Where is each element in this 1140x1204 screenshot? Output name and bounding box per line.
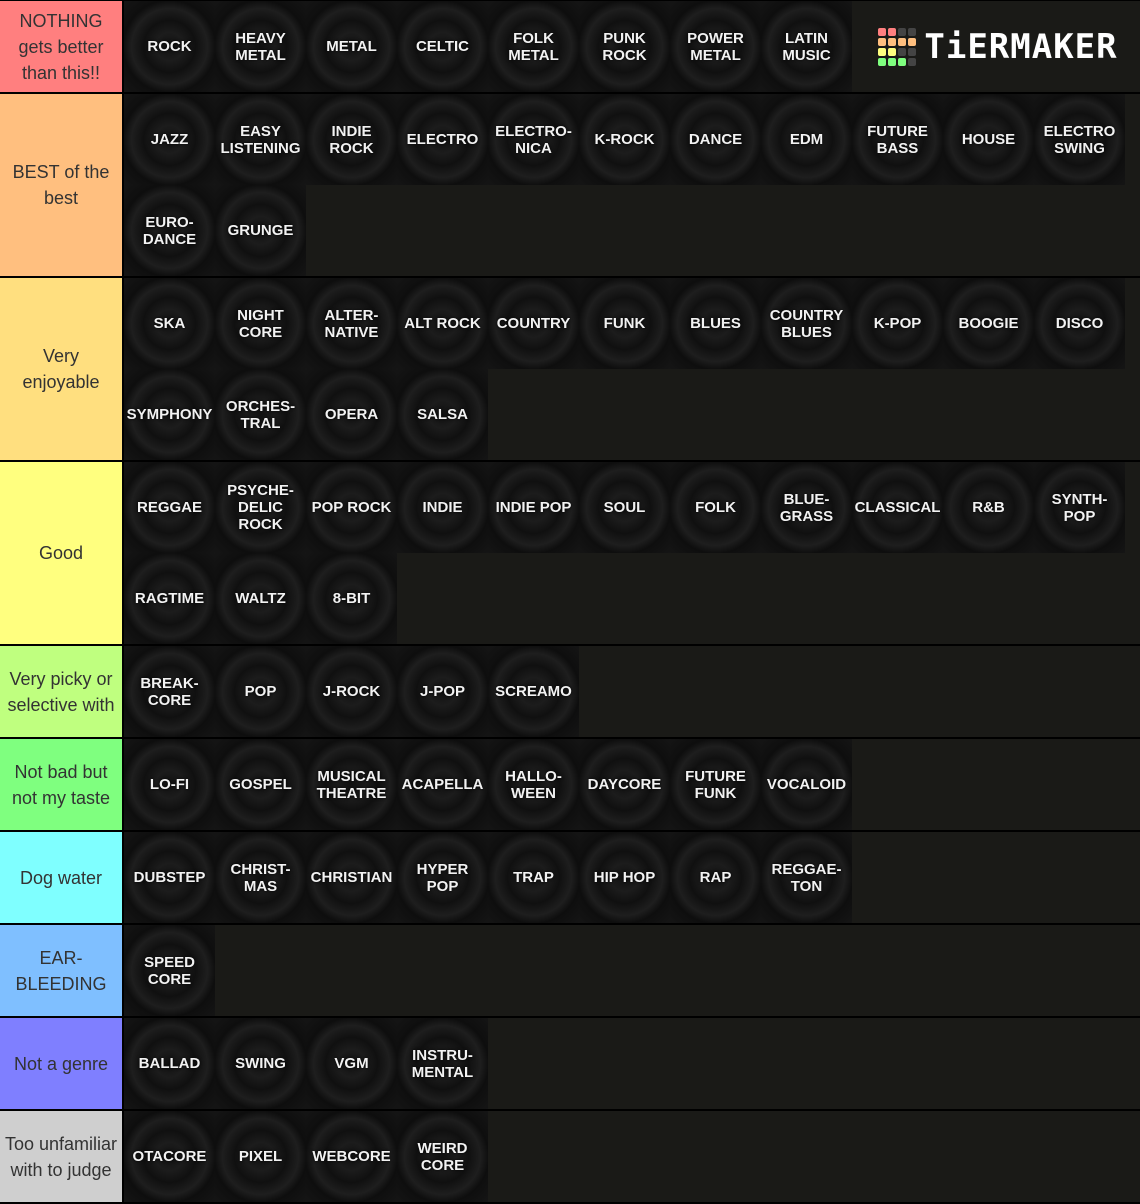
tier-item[interactable]: INDIE POP <box>488 462 579 553</box>
tier-item[interactable]: K-POP <box>852 278 943 369</box>
tier-item[interactable]: BLUE- GRASS <box>761 462 852 553</box>
tier-item[interactable]: ALTER- NATIVE <box>306 278 397 369</box>
tier-item[interactable]: LATIN MUSIC <box>761 1 852 92</box>
tier-item[interactable]: POP ROCK <box>306 462 397 553</box>
tier-items <box>124 832 1140 923</box>
tier-label[interactable]: Good <box>0 462 124 644</box>
tier-item[interactable]: CLASSICAL <box>852 462 943 553</box>
tier-item[interactable]: VOCALOID <box>761 739 852 830</box>
tier-item[interactable]: INDIE <box>397 462 488 553</box>
tier-item[interactable]: INSTRU- MENTAL <box>397 1018 488 1109</box>
tier-item[interactable]: ALT ROCK <box>397 278 488 369</box>
logo-text: TiERMAKER <box>924 26 1118 67</box>
tier-item[interactable]: ROCK <box>124 1 215 92</box>
tier-label[interactable]: Not a genre <box>0 1018 124 1109</box>
tier-item[interactable]: PIXEL <box>215 1111 306 1202</box>
tier-row <box>0 646 1140 739</box>
tier-item[interactable]: EDM <box>761 94 852 185</box>
tier-item[interactable]: CHRISTIAN <box>306 832 397 923</box>
tier-item[interactable]: DANCE <box>670 94 761 185</box>
tier-item[interactable]: FOLK METAL <box>488 1 579 92</box>
tier-item[interactable]: TRAP <box>488 832 579 923</box>
tier-row <box>0 1018 1140 1111</box>
tier-row <box>0 0 1140 94</box>
tier-item[interactable]: EURO- DANCE <box>124 185 215 276</box>
tier-item[interactable]: SCREAMO <box>488 646 579 737</box>
tier-items <box>124 1018 1140 1109</box>
tier-item[interactable]: LO-FI <box>124 739 215 830</box>
tier-item[interactable]: SPEED CORE <box>124 925 215 1016</box>
tier-row <box>0 462 1140 646</box>
tier-item[interactable]: FUTURE BASS <box>852 94 943 185</box>
tier-item[interactable]: ELECTRO- NICA <box>488 94 579 185</box>
tier-item[interactable]: POP <box>215 646 306 737</box>
tier-item[interactable]: SYMPHONY <box>124 369 215 460</box>
tier-item[interactable]: DUBSTEP <box>124 832 215 923</box>
tier-item[interactable]: HALLO- WEEN <box>488 739 579 830</box>
tier-item[interactable]: SALSA <box>397 369 488 460</box>
tier-item[interactable]: COUNTRY <box>488 278 579 369</box>
tier-items <box>124 278 1140 460</box>
tier-items <box>124 462 1140 644</box>
tier-item[interactable]: OTACORE <box>124 1111 215 1202</box>
tier-item[interactable]: JAZZ <box>124 94 215 185</box>
tier-item[interactable]: RAP <box>670 832 761 923</box>
tier-item[interactable]: NIGHT CORE <box>215 278 306 369</box>
tier-item[interactable]: HYPER POP <box>397 832 488 923</box>
tier-item[interactable]: WEIRD CORE <box>397 1111 488 1202</box>
tier-item[interactable]: COUNTRY BLUES <box>761 278 852 369</box>
tier-label[interactable]: BEST of the best <box>0 94 124 276</box>
tier-item[interactable]: BALLAD <box>124 1018 215 1109</box>
tier-item[interactable]: BLUES <box>670 278 761 369</box>
tier-item[interactable]: GOSPEL <box>215 739 306 830</box>
tier-label[interactable]: Very enjoyable <box>0 278 124 460</box>
tier-row <box>0 1111 1140 1204</box>
tier-item[interactable]: J-ROCK <box>306 646 397 737</box>
tier-item[interactable]: METAL <box>306 1 397 92</box>
tier-item[interactable]: WEBCORE <box>306 1111 397 1202</box>
tier-item[interactable]: OPERA <box>306 369 397 460</box>
tier-label[interactable]: Dog water <box>0 832 124 923</box>
tier-item[interactable]: K-ROCK <box>579 94 670 185</box>
tier-row <box>0 94 1140 278</box>
tier-item[interactable]: SYNTH- POP <box>1034 462 1125 553</box>
tier-label[interactable]: EAR-BLEEDING <box>0 925 124 1016</box>
tier-item[interactable]: EASY LISTENING <box>215 94 306 185</box>
tier-item[interactable]: INDIE ROCK <box>306 94 397 185</box>
tier-item[interactable]: HIP HOP <box>579 832 670 923</box>
tier-item[interactable]: POWER METAL <box>670 1 761 92</box>
tier-item[interactable]: MUSICAL THEATRE <box>306 739 397 830</box>
tier-item[interactable]: J-POP <box>397 646 488 737</box>
tier-item[interactable]: GRUNGE <box>215 185 306 276</box>
tier-item[interactable]: REGGAE- TON <box>761 832 852 923</box>
tier-label[interactable]: Very picky or selective with <box>0 646 124 737</box>
tier-items <box>124 646 1140 737</box>
tier-item[interactable]: WALTZ <box>215 553 306 644</box>
tier-item[interactable]: FUTURE FUNK <box>670 739 761 830</box>
tier-item[interactable]: ELECTRO SWING <box>1034 94 1125 185</box>
tier-label[interactable]: Not bad but not my taste <box>0 739 124 830</box>
tier-row <box>0 739 1140 832</box>
tier-item[interactable]: BREAK- CORE <box>124 646 215 737</box>
tier-item[interactable]: HOUSE <box>943 94 1034 185</box>
tier-item[interactable]: ORCHES- TRAL <box>215 369 306 460</box>
tier-item[interactable]: BOOGIE <box>943 278 1034 369</box>
tier-row <box>0 278 1140 462</box>
tier-item[interactable]: ELECTRO <box>397 94 488 185</box>
tier-item[interactable]: RAGTIME <box>124 553 215 644</box>
tier-items <box>124 925 1140 1016</box>
tier-item[interactable]: SWING <box>215 1018 306 1109</box>
tier-item[interactable]: SKA <box>124 278 215 369</box>
tier-item[interactable]: R&B <box>943 462 1034 553</box>
tier-item[interactable]: PUNK ROCK <box>579 1 670 92</box>
tier-items <box>124 94 1140 276</box>
tiermaker-logo <box>856 1 1140 92</box>
tier-item[interactable]: HEAVY METAL <box>215 1 306 92</box>
tier-item[interactable]: DAYCORE <box>579 739 670 830</box>
tier-item[interactable]: PSYCHE- DELIC ROCK <box>215 462 306 553</box>
tier-item[interactable]: ACAPELLA <box>397 739 488 830</box>
tier-item[interactable]: 8-BIT <box>306 553 397 644</box>
tier-items <box>124 1111 1140 1202</box>
tier-row <box>0 925 1140 1018</box>
tier-item[interactable]: REGGAE <box>124 462 215 553</box>
tier-item[interactable]: SOUL <box>579 462 670 553</box>
tier-label[interactable]: Too unfamiliar with to judge <box>0 1111 124 1202</box>
tier-item[interactable]: DISCO <box>1034 278 1125 369</box>
tier-item[interactable]: FUNK <box>579 278 670 369</box>
tier-item[interactable]: FOLK <box>670 462 761 553</box>
tier-items <box>124 739 1140 830</box>
tier-item[interactable]: CELTIC <box>397 1 488 92</box>
logo-grid-icon <box>878 28 916 66</box>
tier-item[interactable]: CHRIST- MAS <box>215 832 306 923</box>
tier-item[interactable]: VGM <box>306 1018 397 1109</box>
tier-label[interactable]: NOTHING gets better than this!! <box>0 1 124 92</box>
tier-row <box>0 832 1140 925</box>
